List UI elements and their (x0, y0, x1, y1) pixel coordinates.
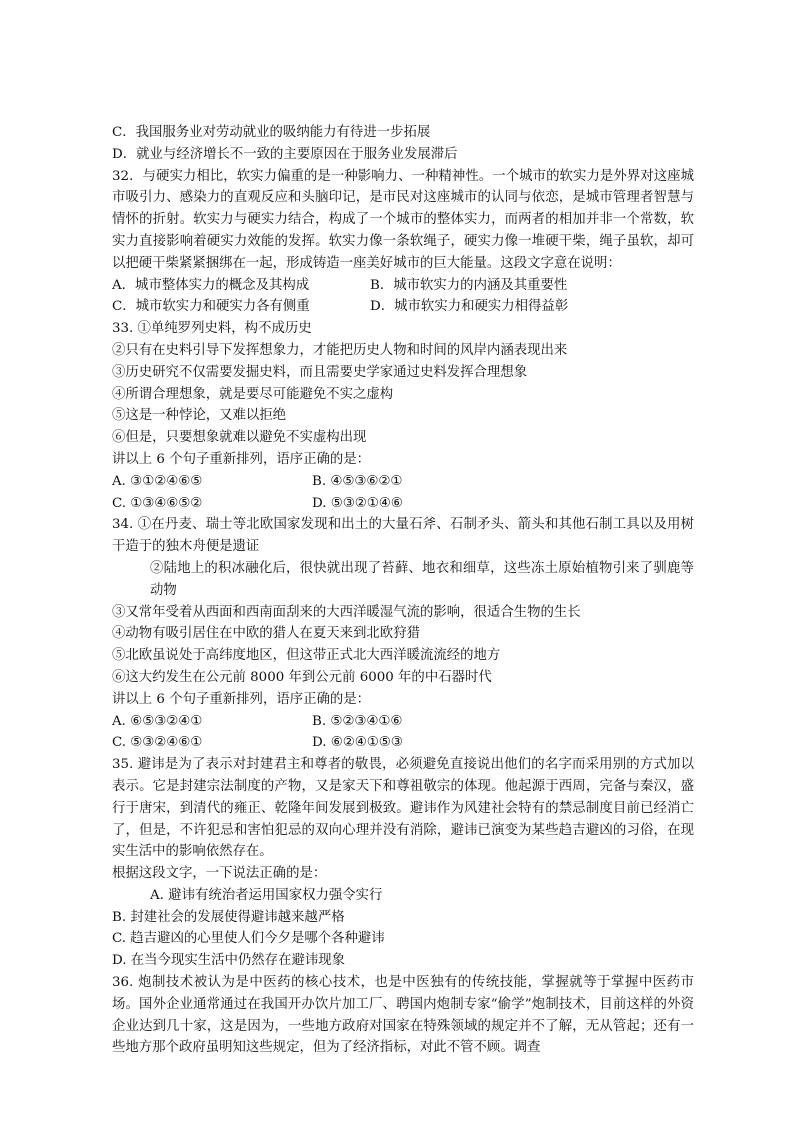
q34-option-d: D. ⑥②④①⑤③ (312, 735, 403, 751)
q33-sentence-6: ⑥但是，只要想象就难以避免不实虚构出现 (112, 430, 367, 446)
q31-option-d: D．就业与经济增长不一致的主要原因在于服务业发展滞后 (112, 146, 458, 162)
q34-sentence-4: ④动物有吸引居住在中欧的猎人在夏天来到北欧狩猎 (112, 626, 420, 642)
q33-prompt: 讲以上 6 个句子重新排列，语序正确的是： (112, 451, 371, 467)
q35-prompt: 根据这段文字，一下说法正确的是： (112, 866, 327, 882)
q34-sentence-5: ⑤北欧虽说处于高纬度地区，但这带正式北大西洋暖流流经的地方 (112, 648, 501, 664)
q34-option-b: B. ⑤②③④①⑥ (312, 713, 403, 729)
q32-option-d: D．城市软实力和硬实力相得益彰 (370, 299, 569, 315)
q34-sentence-6: ⑥这大约发生在公元前 8000 年到公元前 6000 年的中石器时代 (112, 669, 492, 685)
q34-prompt: 讲以上 6 个句子重新排列，语序正确的是： (112, 691, 371, 707)
q33-sentence-4: ④所谓合理想象，就是要尽可能避免不实之虚构 (112, 386, 394, 402)
q35-option-d: D. 在当今现实生活中仍然存在避讳现象 (112, 953, 346, 969)
q35-option-b: B. 封建社会的发展使得避讳越来越严格 (112, 909, 345, 925)
exam-page (112, 122, 694, 1059)
q34-sentence-2: ②陆地上的积冰融化后，很快就出现了苔藓、地衣和细草，这些冻土原始植物引来了驯鹿等动物 (150, 560, 694, 598)
q32-options-row-2 (112, 296, 694, 318)
q33-sentence-3: ③历史研究不仅需要发掘史料，而且需要史学家通过史料发挥合理想象 (112, 364, 528, 380)
q33-sentence-2: ②只有在史料引导下发挥想象力，才能把历史人物和时间的风岸内涵表现出来 (112, 342, 568, 358)
q33-option-c: C. ①③④⑥⑤② (112, 495, 203, 511)
q34-options-row-2 (112, 732, 694, 754)
q34-option-a: A. ⑥⑤③②④① (112, 713, 203, 729)
q34-sentence-3: ③又常年受着从西面和西南面刮来的大西洋暖湿气流的影响，很适合生物的生长 (112, 604, 581, 620)
q35-stem: 35. 避讳是为了表示对封建君主和尊者的敬畏，必须避免直接说出他们的名字而采用别的方式加以表示。它是封建宗法制度的产物，又是家天下和尊祖敬宗的体现。他起源于西周，完备与秦汉，盛行于唐宋，到清代的雍正、乾隆年间发展到极致。避讳作为风建社会特有的禁忌制度目前已经消亡了，但是，不许犯忌和害怕犯忌的双向心理并没有消除，避讳已演变为某些趋吉避凶的习俗，在现实生活中的影响依然存在。 (112, 757, 694, 860)
q35-option-c: C. 趋吉避凶的心里使人们今夕是哪个各种避讳 (112, 931, 385, 947)
q34-option-c: C. ⑤③②④⑥① (112, 735, 203, 751)
q32-options-row-1 (112, 275, 694, 297)
q32-option-c: C．城市软实力和硬实力各有侧重 (112, 299, 310, 315)
q33-sentence-5: ⑤这是一种悖论，又难以拒绝 (112, 408, 287, 424)
q34-sentence-1: 34. ①在丹麦、瑞士等北欧国家发现和出土的大量石斧、石制矛头、箭头和其他石制工具以及用树干造于的独木舟便是遗证 (112, 517, 694, 555)
q33-option-b: B. ④⑤③⑥②① (312, 473, 403, 489)
q32-stem: 32．与硬实力相比，软实力偏重的是一种影响力、一种精神性。一个城市的软实力是外界对这座城市吸引力、感染力的直观反应和头脑印记，是市民对这座城市的认同与依恋，是城市管理者智慧与情怀的折射。软实力与硬实力结合，构成了一个城市的整体实力，而两者的相加并非一个常数，软实力直接影响着硬实力效能的发挥。软实力像一条软绳子，硬实力像一堆硬干柴，绳子虽软，却可以把硬干柴紧紧捆绑在一起，形成铸造一座美好城市的巨大能量。这段文字意在说明： (112, 168, 694, 271)
q32-option-a: A．城市整体实力的概念及其构成 (112, 277, 310, 293)
q36-stem: 36. 炮制技术被认为是中医药的核心技术，也是中医独有的传统技能，掌握就等于掌握中医药市场。国外企业通常通过在我国开办饮片加工厂、聘国内炮制专家“偷学”炮制技术，目前这样的外资企业达到几十家，这是因为，一些地方政府对国家在特殊领域的规定并不了解，无从管起；还有一些地方那个政府虽明知这些规定，但为了经济指标，对此不管不顾。调查 (112, 975, 694, 1056)
q33-options-row-2 (112, 493, 694, 515)
q33-sentence-1: 33. ①单纯罗列史料，构不成历史 (112, 321, 312, 337)
q31-option-c: C．我国服务业对劳动就业的吸纳能力有待进一步拓展 (112, 125, 431, 140)
q34-options-row-1 (112, 711, 694, 733)
q32-option-b: B．城市软实力的内涵及其重要性 (370, 277, 568, 293)
q33-options-row-1 (112, 471, 694, 493)
q33-option-d: D. ⑤③②①④⑥ (312, 495, 403, 511)
q33-option-a: A. ③①②④⑥⑤ (112, 473, 203, 489)
q35-option-a: A. 避讳有统治者运用国家权力强令实行 (150, 887, 383, 903)
